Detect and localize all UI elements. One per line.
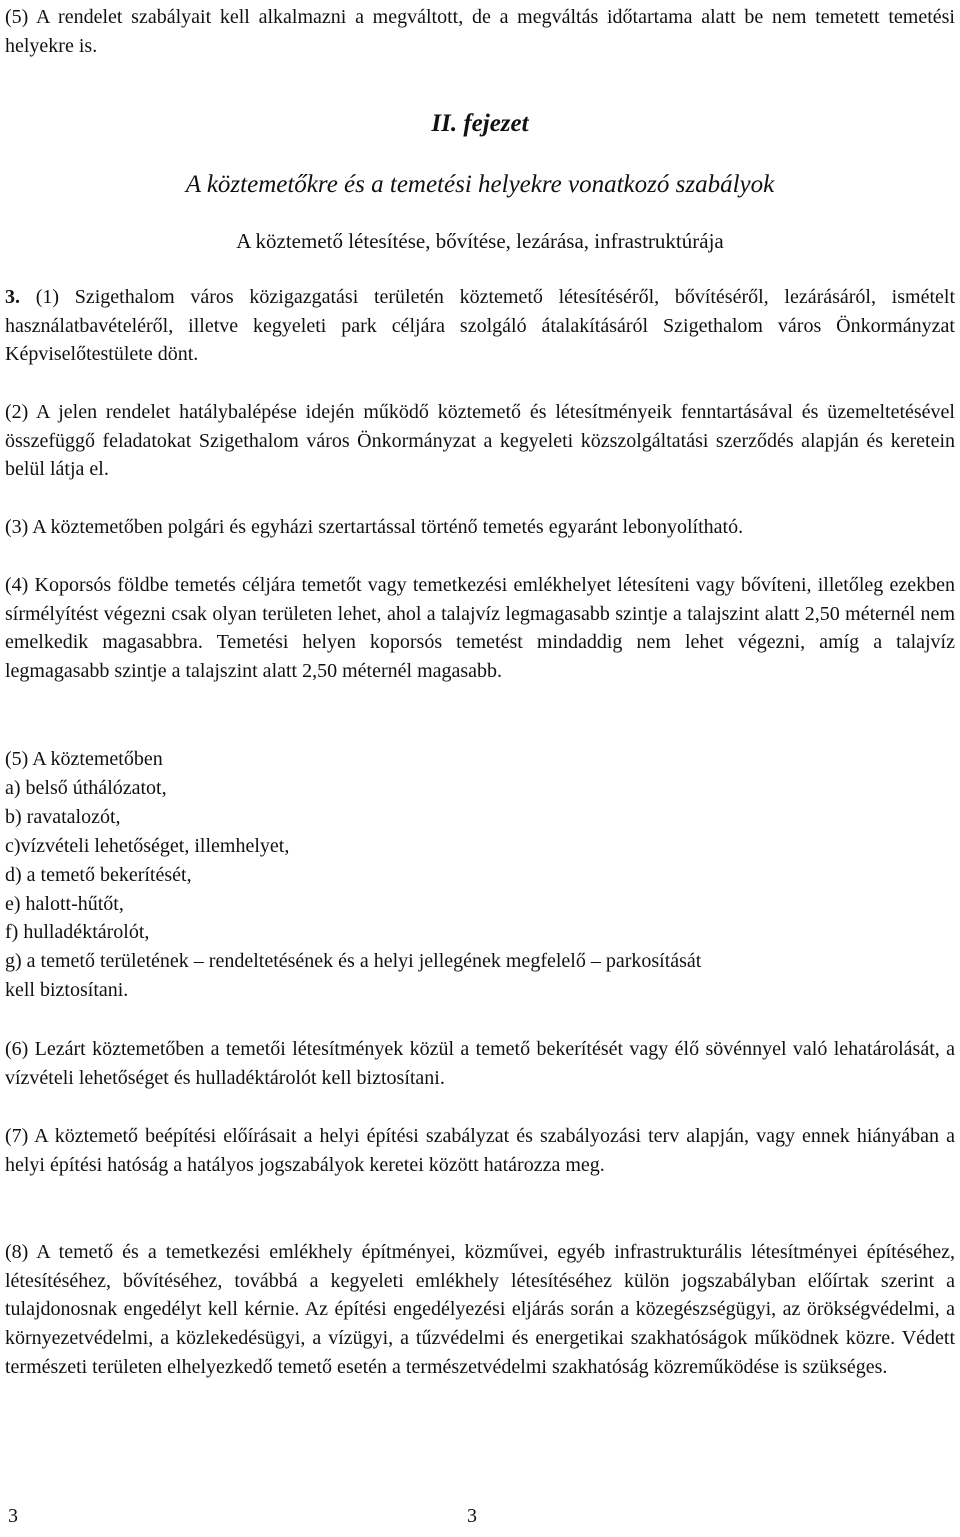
- section-paragraph-1: [5, 283, 955, 369]
- section-paragraph-3: (3) A köztemetőben polgári és egyházi szertartással történő temetés egyaránt lebonyolítható.: [5, 516, 744, 538]
- footer-page-number-right: 3: [467, 1505, 477, 1527]
- paragraph-5-intro: (5) A köztemetőben: [5, 748, 163, 770]
- intro-paragraph: (5) A rendelet szabályait kell alkalmazni a megváltott, de a megváltás időtartama alatt be nem temetett temetési helyekre is.: [5, 6, 955, 57]
- section-paragraph-4: (4) Koporsós földbe temetés céljára temetőt vagy temetkezési emlékhelyet létesíteni vagy bővíteni, illetőleg ezekben sírmélyítést végezni csak olyan területen lehet, ahol a talajvíz legmagasabb szintje a talajszint alatt 2,50 méternél nem emelkedik magasabbra. Temetési helyen koporsós temetést mindaddig nem lehet végezni, amíg a talajvíz legmagasabb szintje a talajszint alatt 2,50 méternél magasabb.: [5, 574, 955, 683]
- footer-page-number-left: 3: [8, 1505, 18, 1527]
- section-number: 3.: [5, 286, 20, 308]
- chapter-number: II. fejezet: [431, 110, 529, 137]
- list-item: f) hulladéktárolót,: [5, 921, 150, 944]
- section-paragraph-2: (2) A jelen rendelet hatálybalépése idején működő köztemető és létesítményeik fenntartásával és üzemeltetésével összefüggő feladatokat Szigethalom város Önkormányzat a kegyeleti közszolgáltatási szerződés alapján és keretein belül látja el.: [5, 401, 955, 481]
- list-item: kell biztosítani.: [5, 979, 129, 1002]
- section-paragraph-6: (6) Lezárt köztemetőben a temetői létesítmények közül a temető bekerítését vagy élő sövénnyel való lehatárolását, a vízvételi lehetőséget és hulladéktárolót kell biztosítani.: [5, 1038, 955, 1089]
- list-item: d) a temető bekerítését,: [5, 863, 192, 886]
- list-item: c)vízvételi lehetőséget, illemhelyet,: [5, 834, 290, 857]
- list-item: g) a temető területének – rendeltetésének és a helyi jellegének megfelelő – parkosítását: [5, 950, 702, 973]
- list-item: a) belső úthálózatot,: [5, 776, 167, 799]
- section-paragraph-8: (8) A temető és a temetkezési emlékhely építményei, közművei, egyéb infrastrukturális létesítményei építéséhez, létesítéséhez, bővítéséhez, továbbá a kegyeleti emlékhely létesítéséhez külön jogszabályban előírtak szerint a tulajdonosnak engedélyt kell kérnie. Az építési engedélyezési eljárás során a közegészségügyi, az örökségvédelmi, a környezetvédelmi, a közlekedésügyi, a vízügyi, a tűzvédelmi és energetikai szakhatóságok működnek közre. Védett természeti területen elhelyezkedő temető esetén a természetvédelmi szakhatóság közreműködése is szükséges.: [5, 1241, 955, 1378]
- paragraph-1-text: (1) Szigethalom város közigazgatási területén köztemető létesítéséről, bővítéséről, lezárásáról, ismételt használatbavételéről, illetve kegyeleti park céljára szolgáló átalakításáról Szigethalom város Önkormányzat Képviselőtestülete dönt.: [5, 286, 956, 366]
- list-item: e) halott-hűtőt,: [5, 892, 124, 915]
- list-item: b) ravatalozót,: [5, 805, 121, 828]
- chapter-subtitle: A köztemető létesítése, bővítése, lezárása, infrastruktúrája: [236, 229, 724, 253]
- section-paragraph-7: (7) A köztemető beépítési előírásait a helyi építési szabályzat és szabályozási terv alapján, vagy ennek hiányában a helyi építési hatóság a hatályos jogszabályok keretei között határozza meg.: [5, 1125, 955, 1176]
- chapter-title: A köztemetőkre és a temetési helyekre vonatkozó szabályok: [185, 171, 775, 198]
- section-paragraph-5: [5, 745, 955, 1005]
